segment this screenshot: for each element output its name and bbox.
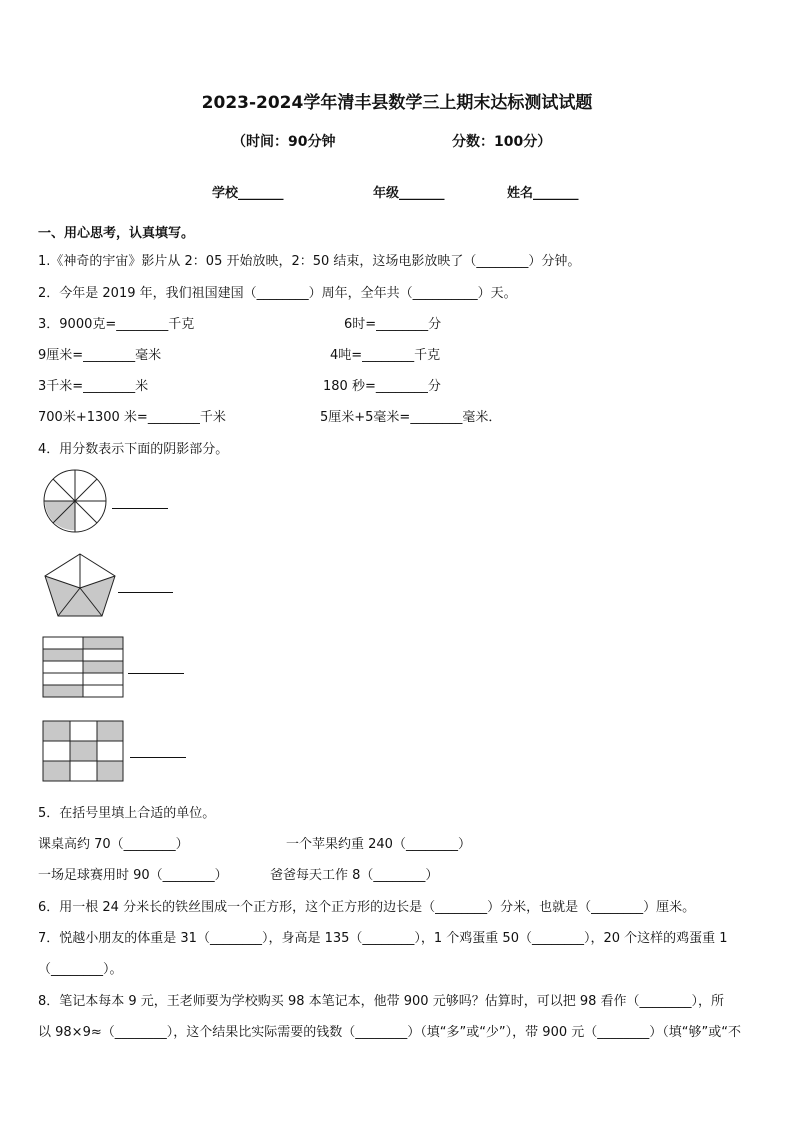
- question-3b: 6时=________分: [344, 317, 442, 332]
- answer-line-1: [112, 508, 168, 509]
- section-heading: 一、用心思考，认真填写。: [38, 226, 195, 241]
- answer-line-3: [128, 673, 184, 674]
- square-grid-figure: [42, 720, 126, 782]
- question-3h: 5厘米+5毫米=________毫米．: [320, 410, 502, 425]
- exam-score: 分数：100分）: [452, 134, 552, 150]
- answer-line-4: [130, 757, 186, 758]
- grade-field: 年级_______: [373, 186, 445, 201]
- question-3c: 9厘米=________毫米: [38, 348, 162, 363]
- question-3a: 3．9000克=________千克: [38, 317, 195, 332]
- question-5b: 一个苹果约重 240（________）: [286, 837, 471, 852]
- answer-line-2: [118, 592, 173, 593]
- question-3f: 180 秒=________分: [323, 379, 441, 394]
- exam-time: （时间：90分钟: [232, 134, 336, 150]
- question-8-line1: 8．笔记本每本 9 元，王老师要为学校购买 98 本笔记本，他带 900 元够吗？估算时，可以把 98 看作（________），所: [38, 994, 724, 1009]
- rectangle-grid-figure: [42, 636, 126, 700]
- question-8-line2: 以 98×9≈（________），这个结果比实际需要的钱数（________）（填“多”或“少”），带 900 元（________）（填“够”或“不: [38, 1025, 741, 1040]
- question-2: 2．今年是 2019 年，我们祖国建国（________）周年，全年共（__________）天。: [38, 286, 517, 301]
- question-5d: 爸爸每天工作 8（________）: [270, 868, 439, 883]
- question-1: 1.《神奇的宇宙》影片从 2：05 开始放映，2：50 结束，这场电影放映了（________）分钟。: [38, 254, 581, 269]
- question-4: 4．用分数表示下面的阴影部分。: [38, 442, 229, 457]
- question-7-line2: （________）。: [38, 962, 123, 977]
- question-6: 6．用一根 24 分米长的铁丝围成一个正方形，这个正方形的边长是（________）分米，也就是（________）厘米。: [38, 900, 696, 915]
- question-3d: 4吨=________千克: [330, 348, 441, 363]
- question-3g: 700米+1300 米=________千米: [38, 410, 226, 425]
- school-field: 学校_______: [212, 186, 284, 201]
- question-3e: 3千米=________米: [38, 379, 149, 394]
- page-title: 2023-2024学年清丰县数学三上期末达标测试试题: [201, 93, 593, 113]
- question-5: 5．在括号里填上合适的单位。: [38, 806, 216, 821]
- question-5a: 课桌高约 70（________）: [38, 837, 189, 852]
- circle-figure: [40, 468, 110, 534]
- question-5c: 一场足球赛用时 90（________）: [38, 868, 228, 883]
- question-7-line1: 7．悦越小朋友的体重是 31（________），身高是 135（________），1 个鸡蛋重 50（________），20 个这样的鸡蛋重 1: [38, 931, 728, 946]
- pentagon-figure: [42, 552, 118, 620]
- name-field: 姓名_______: [507, 186, 579, 201]
